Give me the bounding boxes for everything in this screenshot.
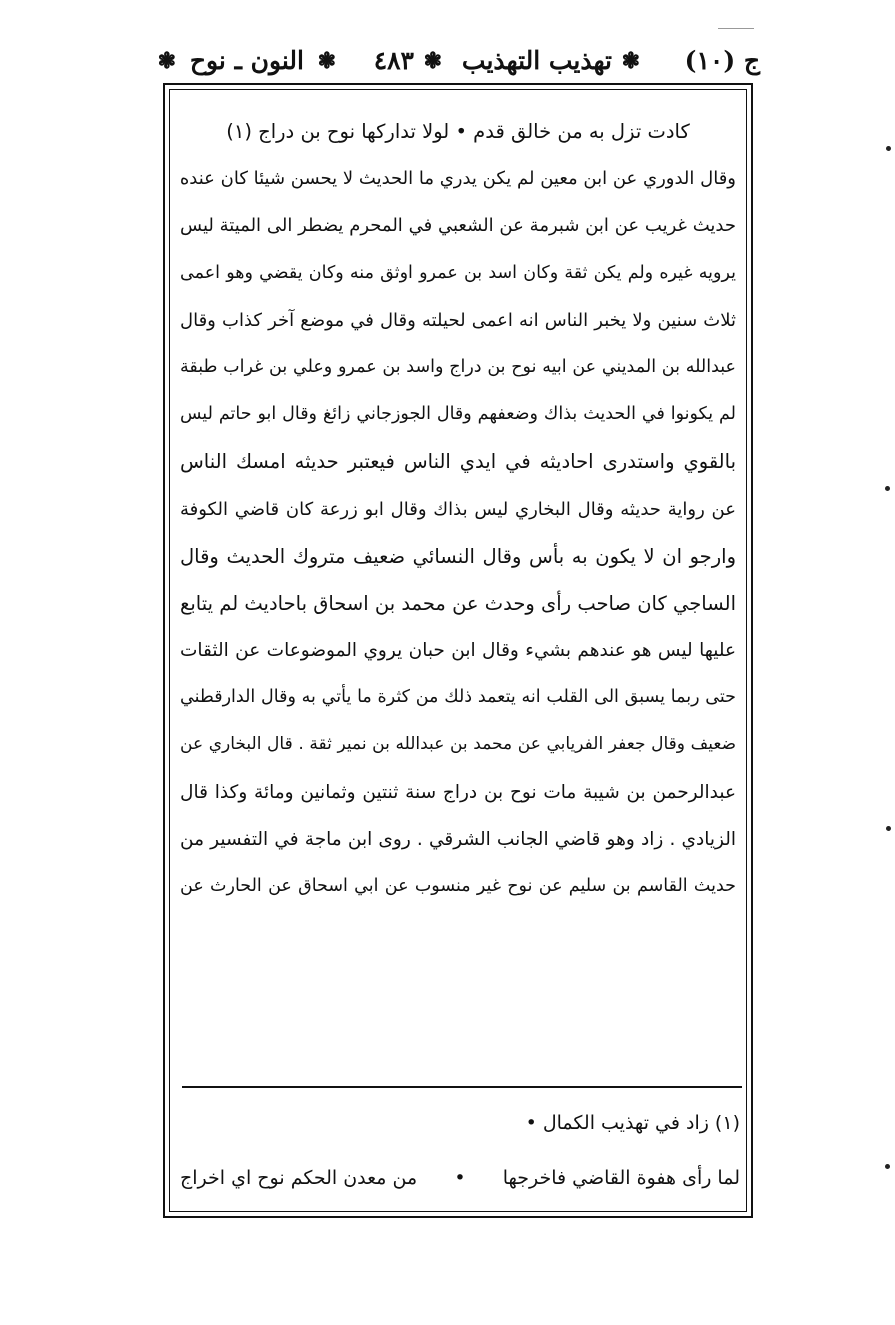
ornament-icon: ❃ xyxy=(621,48,640,74)
header-book-title: تهذيب التهذيب xyxy=(461,46,612,75)
scan-speck xyxy=(885,486,890,491)
text-line: لم يكونوا في الحديث بذاك وضعفهم وقال الجوزجاني زائغ وقال ابو حاتم ليس xyxy=(180,404,736,425)
text-line: عليها ليس هو عندهم بشيء وقال ابن حبان يروي الموضوعات عن الثقات xyxy=(180,640,736,662)
header-volume: ج (١٠) xyxy=(684,46,760,75)
footnotes xyxy=(180,1098,740,1208)
scan-speck xyxy=(886,826,891,831)
text-line: حديث القاسم بن سليم عن نوح غير منسوب عن ابي اسحاق عن الحارث عن xyxy=(180,876,736,896)
text-line: وارجو ان لا يكون به بأس وقال النسائي ضعيف متروك الحديث وقال xyxy=(180,544,736,568)
text-line: عن رواية حديثه وقال البخاري ليس بذاك وقال ابو زرعة كان قاضي الكوفة xyxy=(180,498,736,520)
scan-mark xyxy=(718,28,754,29)
footnote-marker: (١) زاد في تهذيب الكمال • xyxy=(525,1112,740,1134)
header-section: النون ـ نوح xyxy=(189,46,304,75)
scan-speck xyxy=(886,146,891,151)
text-line: وقال الدوري عن ابن معين لم يكن يدري ما الحديث لا يحسن شيئا كان عنده xyxy=(180,168,736,190)
verse-line: كادت تزل به من خالق قدم • لولا تداركها نوح بن دراج (١) xyxy=(226,120,690,143)
footnote-separator xyxy=(182,1086,742,1088)
footnote-verse-first-hemistich: لما رأى هفوة القاضي فاخرجها xyxy=(502,1167,740,1189)
text-line: الزيادي . زاد وهو قاضي الجانب الشرقي . روى ابن ماجة في التفسير من xyxy=(180,828,736,850)
ornament-icon: ❃ xyxy=(317,48,336,74)
running-header xyxy=(157,40,760,86)
text-line: ضعيف وقال جعفر الفريابي عن محمد بن عبدالله بن نمير ثقة . قال البخاري عن xyxy=(180,734,736,755)
text-line: يرويه غيره ولم يكن ثقة وكان اسد بن عمرو اوثق منه وكان يقضي وهو اعمى xyxy=(180,262,736,283)
footnote-verse xyxy=(180,1148,740,1208)
body-text xyxy=(180,108,736,910)
text-line: عبدالرحمن بن شيبة مات نوح بن دراج سنة ثنتين وثمانين ومائة وكذا قال xyxy=(180,781,736,803)
footnote-verse-separator: • xyxy=(454,1167,466,1189)
text-line: حديث غريب عن ابن شبرمة عن الشعبي في المحرم يضطر الى الميتة ليس xyxy=(180,215,736,237)
text-line: ثلاث سنين ولا يخبر الناس انه اعمى لحيلته وقال في موضع آخر كذاب وقال xyxy=(180,309,736,331)
text-line: بالقوي واستدرى احاديثه في ايدي الناس فيعتبر حديثه امسك الناس xyxy=(180,450,736,474)
text-line: الساجي كان صاحب رأى وحدث عن محمد بن اسحاق باحاديث لم يتابع xyxy=(180,591,736,615)
ornament-icon: ❃ xyxy=(157,48,176,74)
ornament-icon: ❃ xyxy=(423,48,442,74)
text-line: حتى ربما يسبق الى القلب انه يتعمد ذلك من كثرة ما يأتي به وقال الدارقطني xyxy=(180,687,736,708)
scan-speck xyxy=(885,1164,890,1169)
text-line: عبدالله بن المديني عن ابيه نوح بن دراج واسد بن عمرو وعلي بن غراب طبقة xyxy=(180,356,736,377)
footnote-verse-second-hemistich: من معدن الحكم نوح اي اخراج xyxy=(180,1167,418,1189)
header-page-number: ٤٨٣ xyxy=(373,46,414,75)
